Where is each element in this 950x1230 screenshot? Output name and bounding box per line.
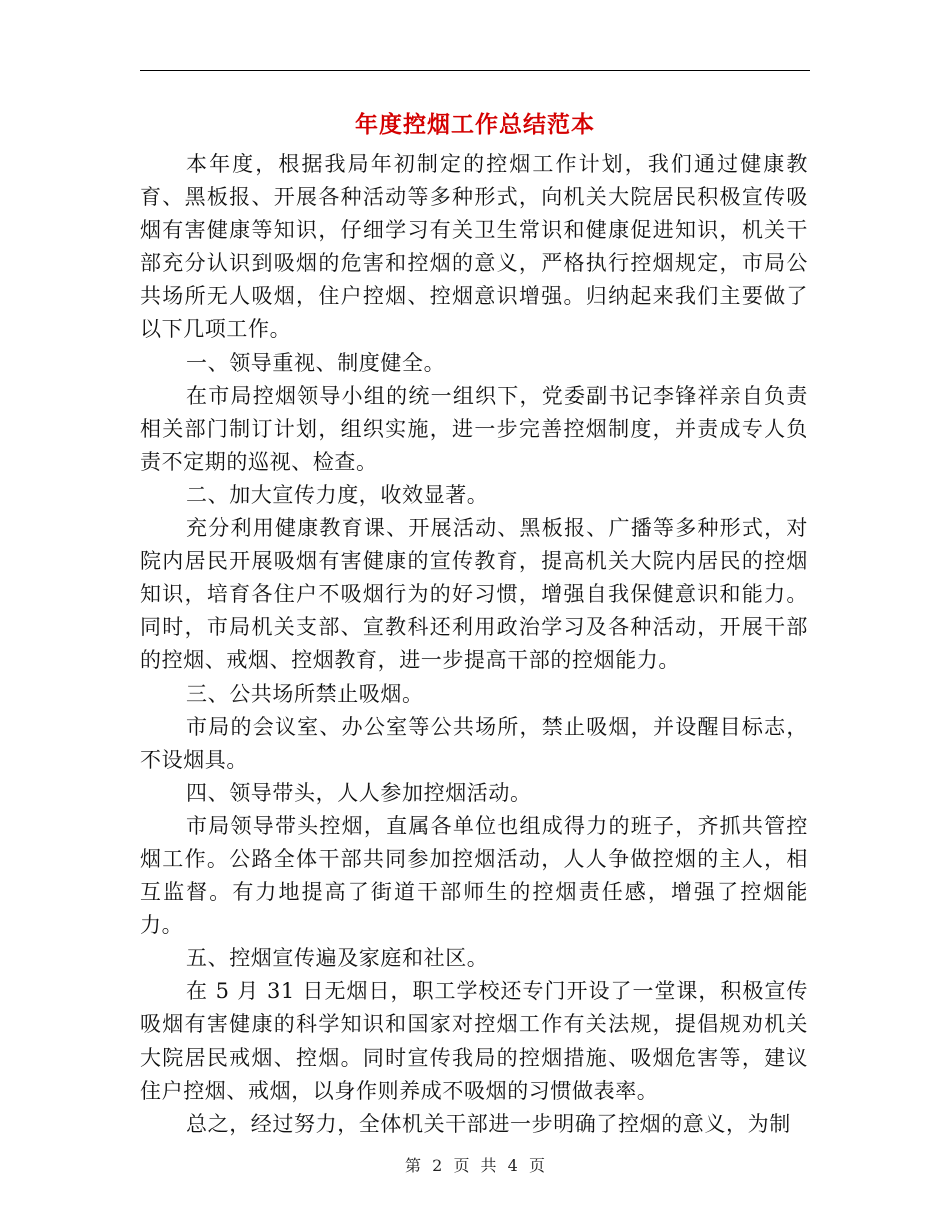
- intro-paragraph: 本年度，根据我局年初制定的控烟工作计划，我们通过健康教育、黑板报、开展各种活动等多种形式，向机关大院居民积极宣传吸烟有害健康等知识，仔细学习有关卫生常识和健康促进知识，机关干部充分认识到吸烟的危害和控烟的意义，严格执行控烟规定，市局公共场所无人吸烟，住户控烟、控烟意识增强。归纳起来我们主要做了以下几项工作。: [140, 152, 808, 342]
- section-body-4: 市局领导带头控烟，直属各单位也组成得力的班子，齐抓共管控烟工作。公路全体干部共同参加控烟活动，人人争做控烟的主人，相互监督。有力地提高了街道干部师生的控烟责任感，增强了控烟能力。: [140, 813, 808, 938]
- total-unit: 页: [528, 1156, 545, 1175]
- section-body-5: 在 5 月 31 日无烟日，职工学校还专门开设了一堂课，积极宣传吸烟有害健康的科学知识和国家对控烟工作有关法规，提倡规劝机关大院居民戒烟、控烟。同时宣传我局的控烟措施、吸烟危害等，建议住户控烟、戒烟，以身作则养成不吸烟的习惯做表率。: [140, 979, 808, 1103]
- total-prefix: 共: [480, 1156, 497, 1175]
- conclusion-paragraph: 总之，经过努力，全体机关干部进一步明确了控烟的意义，为制: [186, 1111, 791, 1136]
- header-rule: [140, 70, 810, 71]
- document-title: 年度控烟工作总结范本: [355, 112, 595, 138]
- total-page-count: 4: [507, 1156, 518, 1175]
- current-page-number: 2: [432, 1156, 443, 1175]
- section-heading-1: 一、领导重视、制度健全。: [186, 350, 446, 375]
- section-body-1: 在市局控烟领导小组的统一组织下，党委副书记李锋祥亲自负责相关部门制订计划，组织实施，进一步完善控烟制度，并责成专人负责不定期的巡视、检查。: [140, 383, 808, 474]
- page-number-footer: [0, 1153, 950, 1176]
- page-prefix: 第: [405, 1156, 422, 1175]
- section-heading-2: 二、加大宣传力度，收效显著。: [186, 482, 489, 507]
- section-heading-4: 四、领导带头，人人参加控烟活动。: [186, 780, 532, 805]
- section-body-3: 市局的会议室、办公室等公共场所，禁止吸烟，并设醒目标志，不设烟具。: [140, 714, 808, 772]
- section-heading-5: 五、控烟宣传遍及家庭和社区。: [186, 946, 489, 971]
- page-unit: 页: [453, 1156, 470, 1175]
- section-heading-3: 三、公共场所禁止吸烟。: [186, 681, 424, 706]
- section-body-2: 充分利用健康教育课、开展活动、黑板报、广播等多种形式，对院内居民开展吸烟有害健康的宣传教育，提高机关大院内居民的控烟知识，培育各住户不吸烟行为的好习惯，增强自我保健意识和能力。同时，市局机关支部、宣教科还利用政治学习及各种活动，开展干部的控烟、戒烟、控烟教育，进一步提高干部的控烟能力。: [140, 516, 808, 673]
- document-body: [140, 148, 808, 1141]
